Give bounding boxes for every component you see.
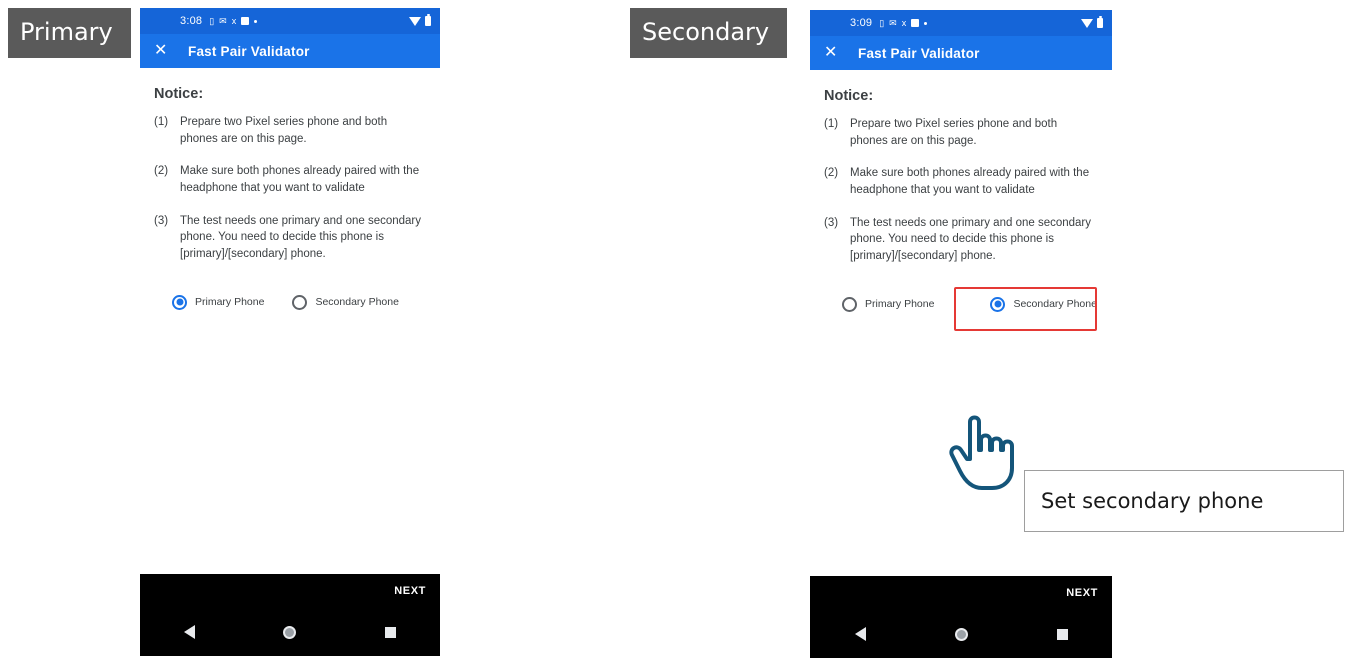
step-text: The test needs one primary and one secondary phone. You need to decide this phone is [primary]/[secondary] phone.: [850, 216, 1092, 263]
app-bar: [810, 36, 1112, 70]
dot-icon: [254, 20, 257, 23]
step-number: (2): [824, 167, 839, 180]
system-nav-bar: [140, 608, 440, 656]
notice-steps: [810, 104, 1112, 265]
pointing-hand-cursor: [940, 408, 1030, 498]
system-nav-bar: [810, 610, 1112, 658]
annotation-label-secondary: Secondary: [630, 8, 787, 58]
step-number: (3): [154, 214, 169, 227]
message-icon: ✉: [219, 15, 227, 26]
step-number: (1): [824, 118, 839, 130]
next-bar: [140, 574, 440, 608]
annotation-callout: Set secondary phone: [1024, 470, 1344, 532]
list-item: [154, 213, 426, 263]
battery-icon: [1097, 18, 1103, 28]
next-button[interactable]: NEXT: [394, 585, 426, 597]
page-title: Fast Pair Validator: [188, 43, 310, 59]
bluetooth-icon: x: [231, 15, 237, 26]
recents-icon[interactable]: [385, 627, 396, 638]
radio-button-icon[interactable]: [990, 297, 1005, 312]
home-icon[interactable]: [955, 628, 968, 641]
phone-screenshot-primary: [140, 8, 440, 656]
step-number: (1): [154, 116, 169, 128]
sim-icon: ▯: [209, 15, 215, 26]
notice-heading: Notice:: [154, 86, 204, 102]
radio-primary-phone[interactable]: [168, 289, 270, 316]
app-bar: [140, 34, 440, 68]
status-clock: 3:09: [850, 17, 873, 29]
phone-role-radio-group: [810, 281, 1112, 318]
screen-body: [810, 70, 1112, 658]
radio-label: Secondary Phone: [315, 296, 399, 309]
wifi-icon: [409, 17, 421, 26]
list-item: [824, 165, 1098, 198]
list-item: [824, 215, 1098, 265]
radio-button-icon[interactable]: [842, 297, 857, 312]
step-text: The test needs one primary and one secondary phone. You need to decide this phone is [primary]/[secondary] phone.: [180, 214, 422, 261]
status-bar: [810, 10, 1112, 36]
screenrecord-icon: [241, 17, 249, 25]
back-icon[interactable]: [184, 625, 195, 639]
step-text: Prepare two Pixel series phone and both phones are on this page.: [180, 116, 388, 145]
sim-icon: ▯: [879, 17, 885, 28]
step-number: (3): [824, 216, 839, 229]
recents-icon[interactable]: [1057, 629, 1068, 640]
radio-button-icon[interactable]: [292, 295, 307, 310]
screen-body: [140, 68, 440, 656]
status-icon-group: [209, 17, 257, 26]
status-icon-group: [879, 19, 927, 28]
radio-button-icon[interactable]: [172, 295, 187, 310]
next-bar: [810, 576, 1112, 610]
status-right-icons: [409, 8, 431, 34]
list-item: [824, 116, 1098, 149]
radio-secondary-phone[interactable]: [288, 289, 404, 316]
bluetooth-icon: x: [901, 17, 907, 28]
next-button[interactable]: NEXT: [1066, 587, 1098, 599]
step-number: (2): [154, 165, 169, 178]
step-text: Prepare two Pixel series phone and both phones are on this page.: [850, 118, 1058, 147]
notice-steps: [140, 102, 440, 263]
message-icon: ✉: [889, 17, 897, 28]
radio-label: Primary Phone: [195, 296, 265, 309]
phone-screenshot-secondary: [810, 10, 1112, 658]
annotation-label-primary: Primary: [8, 8, 131, 58]
home-icon[interactable]: [283, 626, 296, 639]
list-item: [154, 163, 426, 196]
notice-heading: Notice:: [824, 88, 874, 104]
status-bar: [140, 8, 440, 34]
phone-role-radio-group: [140, 279, 440, 316]
dot-icon: [924, 22, 927, 25]
radio-primary-phone[interactable]: [838, 291, 940, 318]
radio-label: Secondary Phone: [1013, 298, 1097, 311]
radio-label: Primary Phone: [865, 298, 935, 311]
close-icon[interactable]: ✕: [154, 42, 168, 59]
screenrecord-icon: [911, 19, 919, 27]
battery-icon: [425, 16, 431, 26]
status-clock: 3:08: [180, 15, 203, 27]
status-right-icons: [1081, 10, 1103, 36]
list-item: [154, 114, 426, 147]
step-text: Make sure both phones already paired with the headphone that you want to validate: [850, 167, 1090, 197]
wifi-icon: [1081, 19, 1093, 28]
step-text: Make sure both phones already paired with the headphone that you want to validate: [180, 165, 420, 195]
radio-secondary-phone[interactable]: [986, 291, 1102, 318]
close-icon[interactable]: ✕: [824, 44, 838, 61]
back-icon[interactable]: [855, 627, 866, 641]
page-title: Fast Pair Validator: [858, 45, 980, 61]
